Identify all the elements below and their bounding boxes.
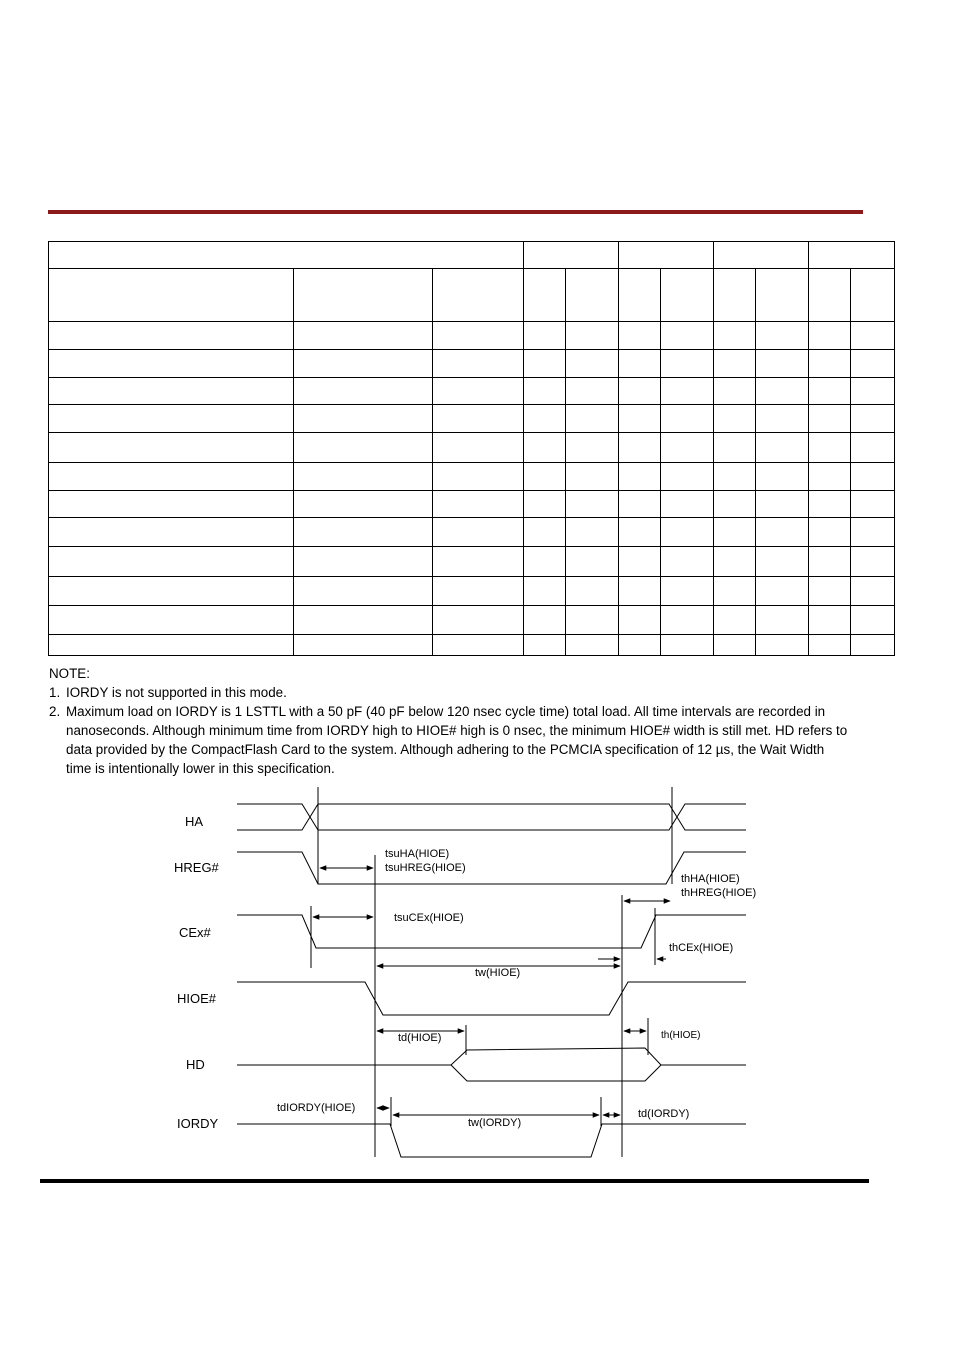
table-cell [851, 349, 895, 377]
table-cell [714, 269, 756, 321]
table-row [49, 433, 895, 462]
table-cell [566, 405, 619, 433]
table-cell [809, 269, 851, 321]
table-cell [566, 577, 619, 605]
table-cell [619, 269, 661, 321]
table-row [49, 634, 895, 655]
table-cell [566, 490, 619, 517]
table-cell [756, 490, 809, 517]
table-cell [433, 605, 524, 634]
table-cell [714, 605, 756, 634]
table-cell [524, 547, 566, 577]
table-cell [524, 517, 566, 546]
table-row [49, 490, 895, 517]
label-thcex: thCEx(HIOE) [669, 942, 734, 954]
table-cell [49, 349, 294, 377]
table-cell [851, 517, 895, 546]
table-cell [294, 377, 433, 404]
hd-waveform [237, 1048, 746, 1081]
table-header-row-1 [49, 242, 895, 269]
table-cell [433, 462, 524, 490]
table-cell [49, 517, 294, 546]
table-cell [294, 577, 433, 605]
table-cell [524, 433, 566, 462]
notes-section [49, 664, 849, 778]
table-cell [566, 517, 619, 546]
label-twhioe: tw(HIOE) [475, 967, 521, 979]
table-cell [524, 377, 566, 404]
table-cell [851, 547, 895, 577]
timing-parameter-table [48, 241, 895, 656]
table-cell [809, 605, 851, 634]
table-cell [619, 349, 661, 377]
table-cell [661, 490, 714, 517]
table-cell [566, 605, 619, 634]
table-cell [661, 605, 714, 634]
table-cell [294, 634, 433, 655]
label-tsuha: tsuHA(HIOE) [385, 848, 450, 860]
table-cell [661, 377, 714, 404]
table-cell [809, 462, 851, 490]
table-row [49, 377, 895, 404]
table-cell [566, 433, 619, 462]
table-row [49, 321, 895, 349]
table-cell [566, 377, 619, 404]
table-cell [524, 577, 566, 605]
table-cell [49, 490, 294, 517]
table-cell [714, 547, 756, 577]
table-cell [809, 321, 851, 349]
table-row [49, 517, 895, 546]
table-cell [661, 577, 714, 605]
note-number: 2. [49, 704, 61, 719]
signal-label-cex: CEx# [179, 925, 211, 940]
table-cell [433, 321, 524, 349]
table-cell [851, 577, 895, 605]
table-cell [566, 349, 619, 377]
table-header-row-2 [49, 269, 895, 321]
table-cell [756, 405, 809, 433]
table-cell [809, 490, 851, 517]
table-body [49, 321, 895, 655]
table-cell [49, 269, 294, 321]
table-cell [524, 405, 566, 433]
table-row [49, 405, 895, 433]
table-cell [619, 577, 661, 605]
table-cell [756, 349, 809, 377]
table-cell [756, 377, 809, 404]
table-cell [661, 405, 714, 433]
table-cell [294, 462, 433, 490]
table-cell [524, 321, 566, 349]
table-cell [294, 433, 433, 462]
table-cell [566, 634, 619, 655]
table-cell [49, 634, 294, 655]
table-cell [294, 269, 433, 321]
table-cell [619, 634, 661, 655]
table-cell [294, 517, 433, 546]
table-row [49, 462, 895, 490]
table-cell [661, 321, 714, 349]
label-tsucex: tsuCEx(HIOE) [394, 912, 464, 924]
table-cell [756, 462, 809, 490]
table-cell [756, 433, 809, 462]
table-cell [714, 462, 756, 490]
table-cell [433, 517, 524, 546]
table-row [49, 547, 895, 577]
table-cell [756, 269, 809, 321]
table-cell [809, 349, 851, 377]
table-cell [49, 321, 294, 349]
table-cell [714, 377, 756, 404]
table-cell [566, 321, 619, 349]
table-cell [714, 517, 756, 546]
table-cell [619, 405, 661, 433]
table-cell [714, 405, 756, 433]
header-rule [48, 210, 863, 214]
table-cell [433, 349, 524, 377]
table-cell [851, 377, 895, 404]
footer-rule [40, 1179, 869, 1183]
table-cell [433, 490, 524, 517]
label-thhreg: thHREG(HIOE) [681, 887, 757, 899]
table-cell [851, 405, 895, 433]
table-cell [294, 547, 433, 577]
table-cell [49, 605, 294, 634]
table-cell [851, 462, 895, 490]
label-twiordy: tw(IORDY) [468, 1117, 522, 1129]
hioe-waveform [237, 982, 746, 1015]
signal-label-ha: HA [185, 814, 204, 829]
table-cell [294, 321, 433, 349]
table-cell [714, 349, 756, 377]
table-cell [619, 605, 661, 634]
table-cell [433, 269, 524, 321]
notes-title: NOTE: [49, 666, 90, 681]
table-cell [809, 377, 851, 404]
table-cell [524, 605, 566, 634]
table-cell [619, 462, 661, 490]
table-cell [619, 433, 661, 462]
signal-label-hd: HD [186, 1057, 205, 1072]
table-cell [809, 405, 851, 433]
table-cell [809, 433, 851, 462]
signal-label-iordy: IORDY [177, 1116, 219, 1131]
table-cell [49, 577, 294, 605]
note-text: IORDY is not supported in this mode. [66, 685, 287, 700]
note-item [49, 683, 849, 702]
timing-diagram [0, 780, 954, 1170]
table-cell [49, 405, 294, 433]
table-cell [294, 405, 433, 433]
table-cell [566, 462, 619, 490]
table-cell [661, 269, 714, 321]
table-cell [524, 242, 619, 269]
table-cell [756, 634, 809, 655]
table-cell [809, 577, 851, 605]
ha-waveform [237, 804, 746, 830]
table-cell [619, 242, 714, 269]
table-cell [851, 634, 895, 655]
table-cell [566, 269, 619, 321]
table-cell [714, 433, 756, 462]
table-cell [433, 577, 524, 605]
table-cell [294, 349, 433, 377]
table-cell [851, 433, 895, 462]
table-cell [851, 321, 895, 349]
table-cell [661, 433, 714, 462]
table-cell [714, 321, 756, 349]
table-cell [714, 634, 756, 655]
table-cell [524, 634, 566, 655]
table-cell [756, 577, 809, 605]
note-number: 1. [49, 685, 61, 700]
table-cell [714, 242, 809, 269]
table-row [49, 605, 895, 634]
label-tdiordyhioe: tdIORDY(HIOE) [277, 1102, 356, 1114]
note-text: Maximum load on IORDY is 1 LSTTL with a 50 pF (40 pF below 120 nsec cycle time) total load. All time intervals are recorded in nanoseconds. Although minimum time from IORDY high to HIOE# high is 0 nsec, the minimum HIOE# width is still met. HD refers to data provided by the CompactFlash Card to the system. Although adhering to the PCMCIA specification of 12 µs, the Wait Width time is intentionally lower in this specification. [66, 704, 848, 776]
table-cell [524, 462, 566, 490]
table-cell [433, 405, 524, 433]
table-cell [566, 547, 619, 577]
note-item [49, 702, 849, 778]
table-cell [756, 547, 809, 577]
table-cell [809, 634, 851, 655]
table-cell [661, 517, 714, 546]
table-cell [756, 321, 809, 349]
table-cell [619, 321, 661, 349]
table-cell [619, 547, 661, 577]
table-cell [809, 242, 895, 269]
table-cell [524, 269, 566, 321]
table-cell [851, 269, 895, 321]
table-cell [49, 433, 294, 462]
table-cell [49, 547, 294, 577]
signal-label-hreg: HREG# [174, 860, 219, 875]
label-tdiordy: td(IORDY) [638, 1108, 690, 1120]
label-tsuhreg: tsuHREG(HIOE) [385, 862, 466, 874]
table-cell [619, 517, 661, 546]
label-thhioe: th(HIOE) [661, 1030, 701, 1041]
table-cell [619, 377, 661, 404]
table-cell [433, 433, 524, 462]
label-tdhioe: td(HIOE) [398, 1032, 442, 1044]
table-cell [851, 605, 895, 634]
table-cell [661, 462, 714, 490]
table-cell [433, 547, 524, 577]
table-row [49, 349, 895, 377]
table-cell [294, 490, 433, 517]
table-cell [851, 490, 895, 517]
signal-label-hioe: HIOE# [177, 991, 217, 1006]
table-row [49, 577, 895, 605]
table-cell [661, 634, 714, 655]
table-cell [661, 349, 714, 377]
table-cell [809, 517, 851, 546]
table-cell [809, 547, 851, 577]
hreg-waveform [237, 852, 746, 884]
table-cell [661, 547, 714, 577]
table-cell [433, 377, 524, 404]
table-cell [49, 462, 294, 490]
table-cell [49, 242, 524, 269]
table-cell [433, 634, 524, 655]
table-cell [714, 577, 756, 605]
label-thha: thHA(HIOE) [681, 873, 740, 885]
table-cell [294, 605, 433, 634]
table-cell [756, 605, 809, 634]
table-cell [524, 349, 566, 377]
table-cell [524, 490, 566, 517]
table-cell [619, 490, 661, 517]
table-cell [49, 377, 294, 404]
table-cell [756, 517, 809, 546]
table-cell [714, 490, 756, 517]
